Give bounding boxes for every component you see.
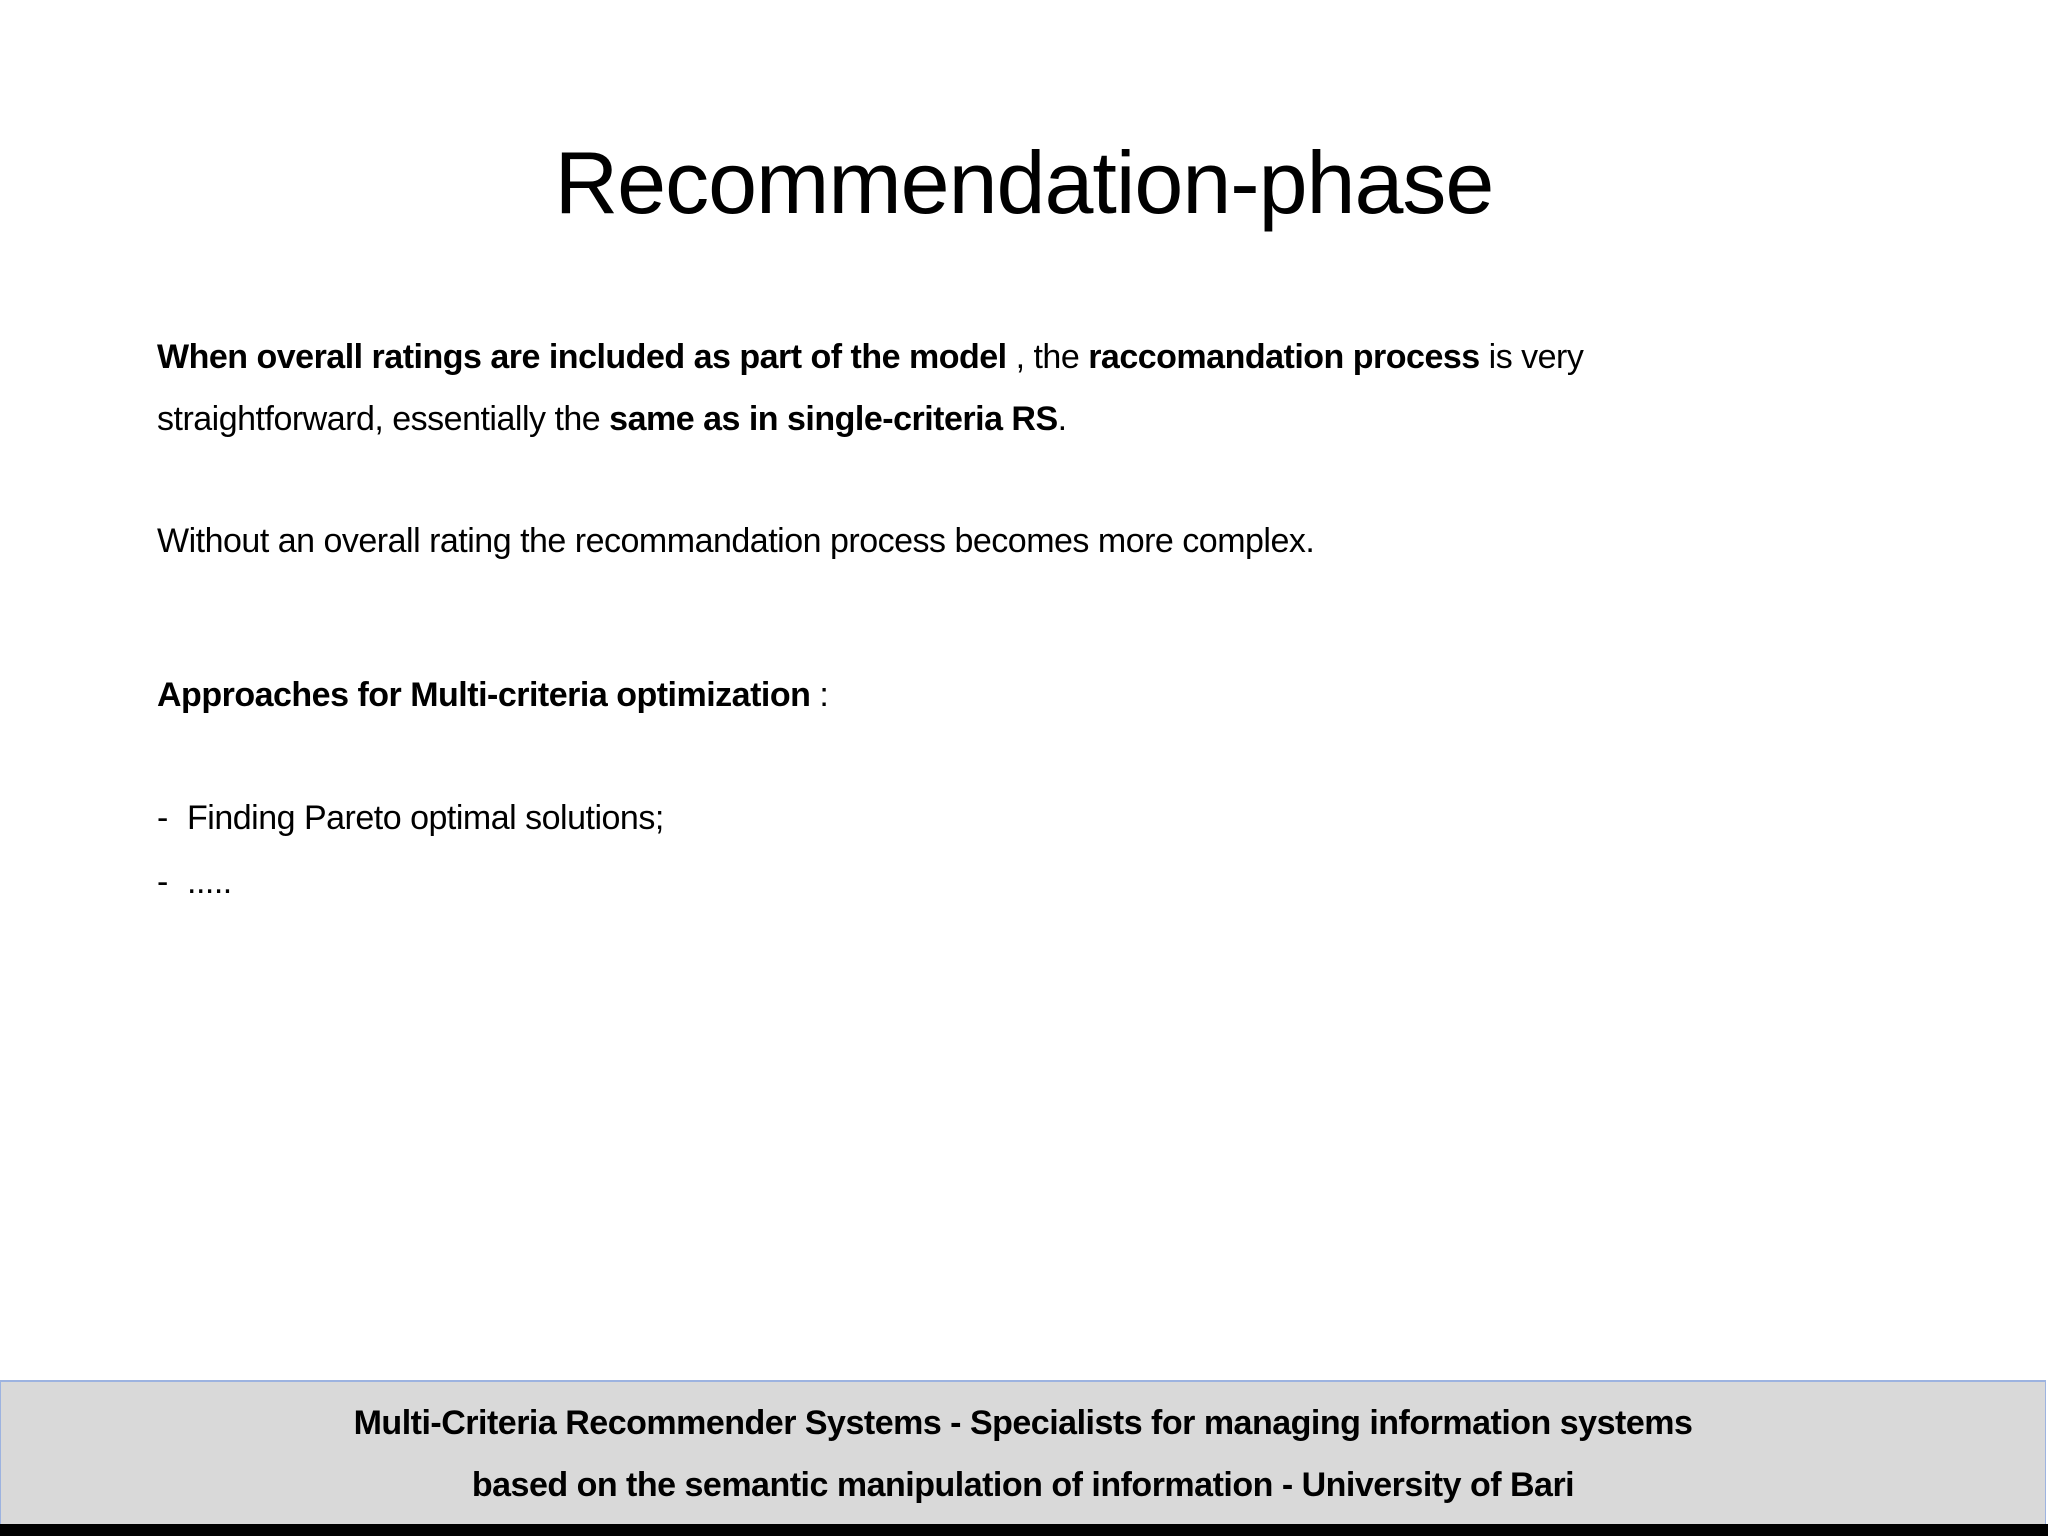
list-item-text: Finding Pareto optimal solutions; <box>187 799 664 837</box>
slide-body <box>157 326 1717 901</box>
approaches-label: Approaches for Multi-criteria optimization <box>157 676 811 714</box>
single-criteria-bold: same as in single-criteria RS <box>609 400 1058 438</box>
paragraph-text: is very straightforward, essentially the <box>157 338 1584 438</box>
slide-title: Recommendation-phase <box>554 133 1494 232</box>
slide-footer <box>0 1380 2046 1524</box>
raccomandation-process-bold: raccomandation process <box>1088 338 1480 376</box>
paragraph-without-overall: Without an overall rating the recommandation process becomes more complex. <box>157 522 1315 560</box>
approaches-heading <box>157 664 828 726</box>
footer-line-2: based on the semantic manipulation of information - University of Bari <box>471 1466 1575 1504</box>
bullet-dash: - <box>157 863 168 901</box>
approaches-list <box>157 786 664 914</box>
bullet-dash: - <box>157 799 168 837</box>
approaches-suffix: : <box>810 676 829 714</box>
list-item-text: ..... <box>187 863 232 901</box>
paragraph-overall-ratings <box>157 326 1717 450</box>
overall-ratings-bold: When overall ratings are included as part of the model <box>157 338 1007 376</box>
list-item <box>157 786 664 850</box>
list-item <box>157 850 664 914</box>
paragraph-text: , the <box>1006 338 1089 376</box>
footer-line-1: Multi-Criteria Recommender Systems - Specialists for managing information systems <box>353 1404 1693 1442</box>
bottom-bar <box>0 1524 2048 1536</box>
paragraph-text: . <box>1057 400 1067 438</box>
